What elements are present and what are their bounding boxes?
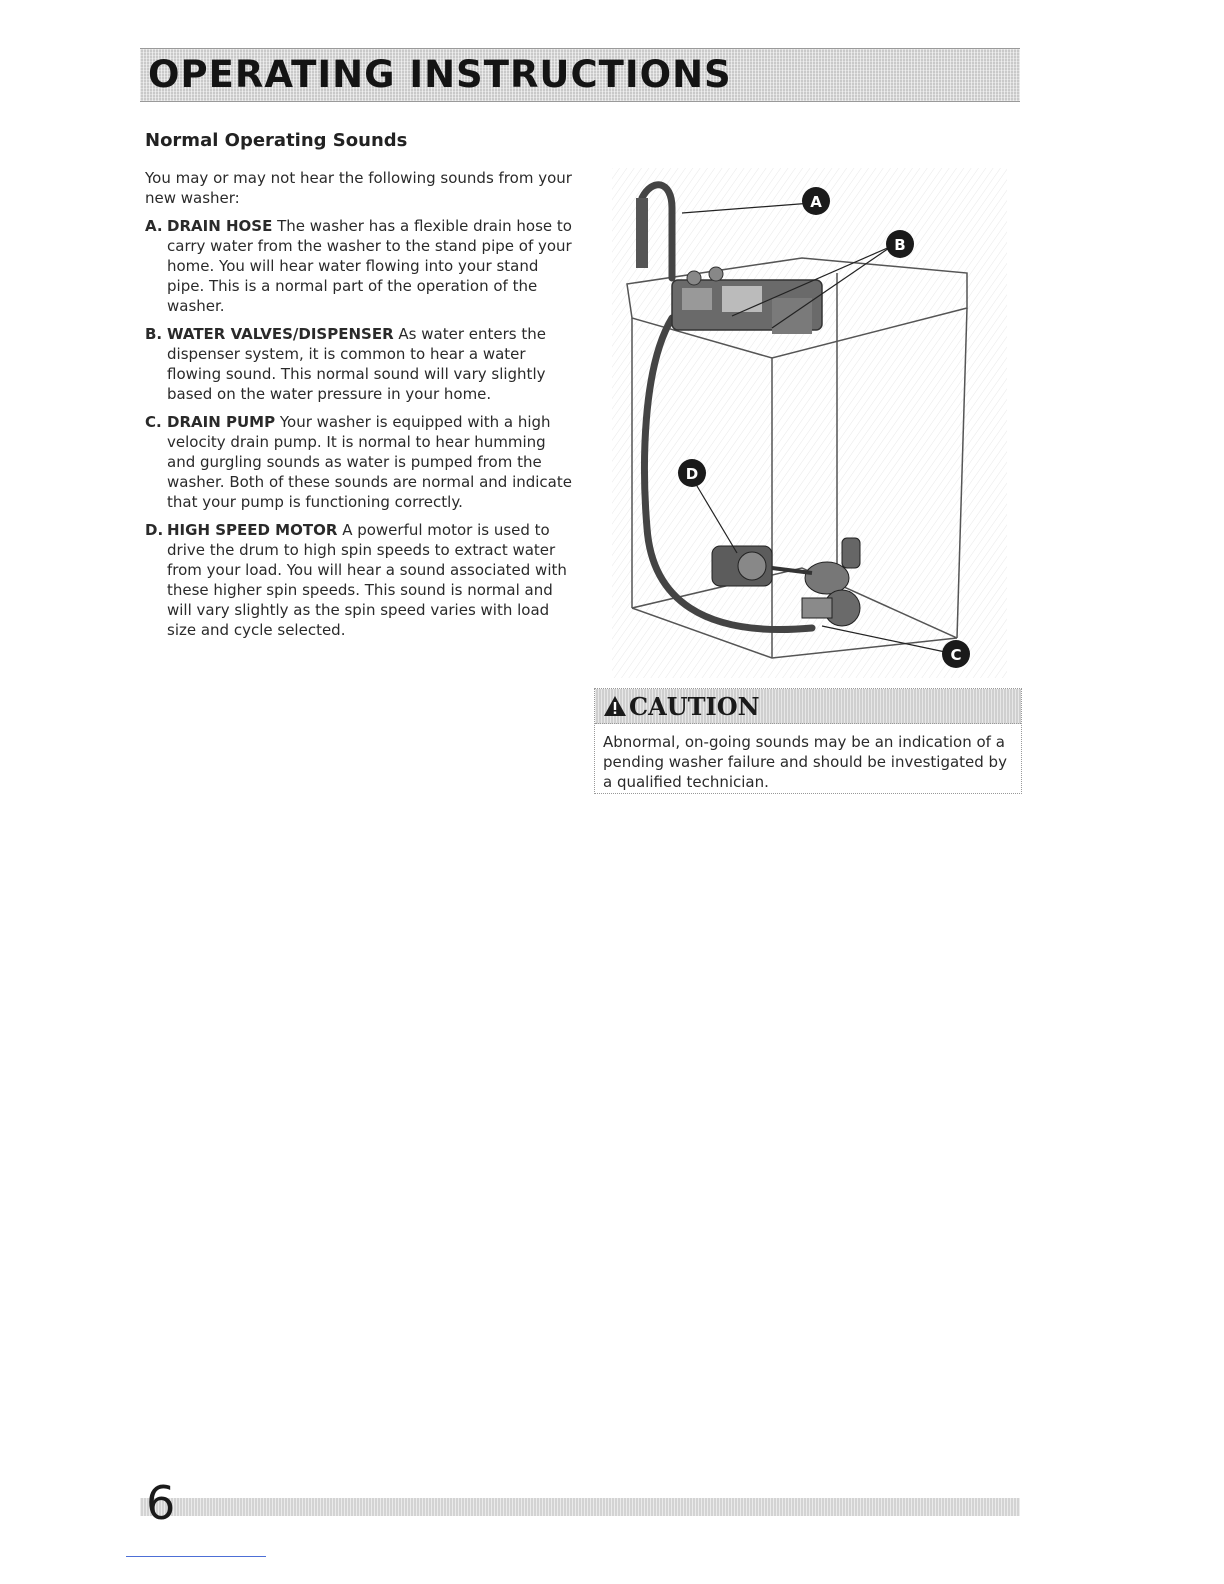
item-letter: D. [145,521,164,539]
list-item [145,216,575,316]
callout-c-badge [942,640,970,668]
caution-header [595,689,1021,724]
intro-text: You may or may not hear the following sounds from your new washer: [145,169,572,207]
header-band [140,48,1020,102]
callout-d-badge [678,459,706,487]
callout-d-label: D [685,465,699,483]
washer-diagram [612,168,1007,678]
list-item [145,412,575,512]
callout-a-badge [802,187,830,215]
callout-b-label: B [894,236,906,254]
item-text: As water enters the dispenser system, it is common to hear a water flowing sound. This normal sound will vary slightly based on the water pressure in your home. [167,325,546,403]
item-text: A powerful motor is used to drive the drum to high spin speeds to extract water from your load. You will hear a sound associated with these higher spin speeds. This sound is normal and will vary slightly as the spin speed varies with load size and cycle selected. [167,521,567,639]
item-letter: C. [145,413,162,431]
callout-b-badge [886,230,914,258]
callout-a-label: A [810,193,822,211]
page-title: OPERATING INSTRUCTIONS [148,53,732,96]
item-name: HIGH SPEED MOTOR [167,521,338,539]
footer-rule [126,1556,266,1557]
item-name: DRAIN HOSE [167,217,273,235]
warning-triangle-icon [603,695,627,717]
item-letter: B. [145,325,163,343]
washer-cutaway-illustration [612,168,1007,678]
caution-text: Abnormal, on-going sounds may be an indication of a pending washer failure and should be investigated by a qualified technician. [603,733,1007,791]
section-title: Normal Operating Sounds [145,130,408,151]
item-text: The washer has a flexible drain hose to carry water from the washer to the stand pipe of your home. You will hear water flowing into your stand pipe. This is a normal part of the operation of the washer. [167,217,572,315]
caution-title: CAUTION [629,692,760,721]
item-letter: A. [145,217,163,235]
caution-box [594,688,1022,794]
sound-list [145,216,575,640]
item-name: DRAIN PUMP [167,413,276,431]
sounds-column [145,168,575,648]
page-number: 6 [146,1476,176,1530]
footer-band [140,1498,1020,1516]
callout-c-label: C [950,646,962,664]
list-item [145,520,575,640]
item-text: Your washer is equipped with a high velocity drain pump. It is normal to hear humming and gurgling sounds as water is pumped from the washer. Both of these sounds are normal and indicate that your pump is functioning correctly. [167,413,572,511]
item-name: WATER VALVES/DISPENSER [167,325,394,343]
list-item [145,324,575,404]
